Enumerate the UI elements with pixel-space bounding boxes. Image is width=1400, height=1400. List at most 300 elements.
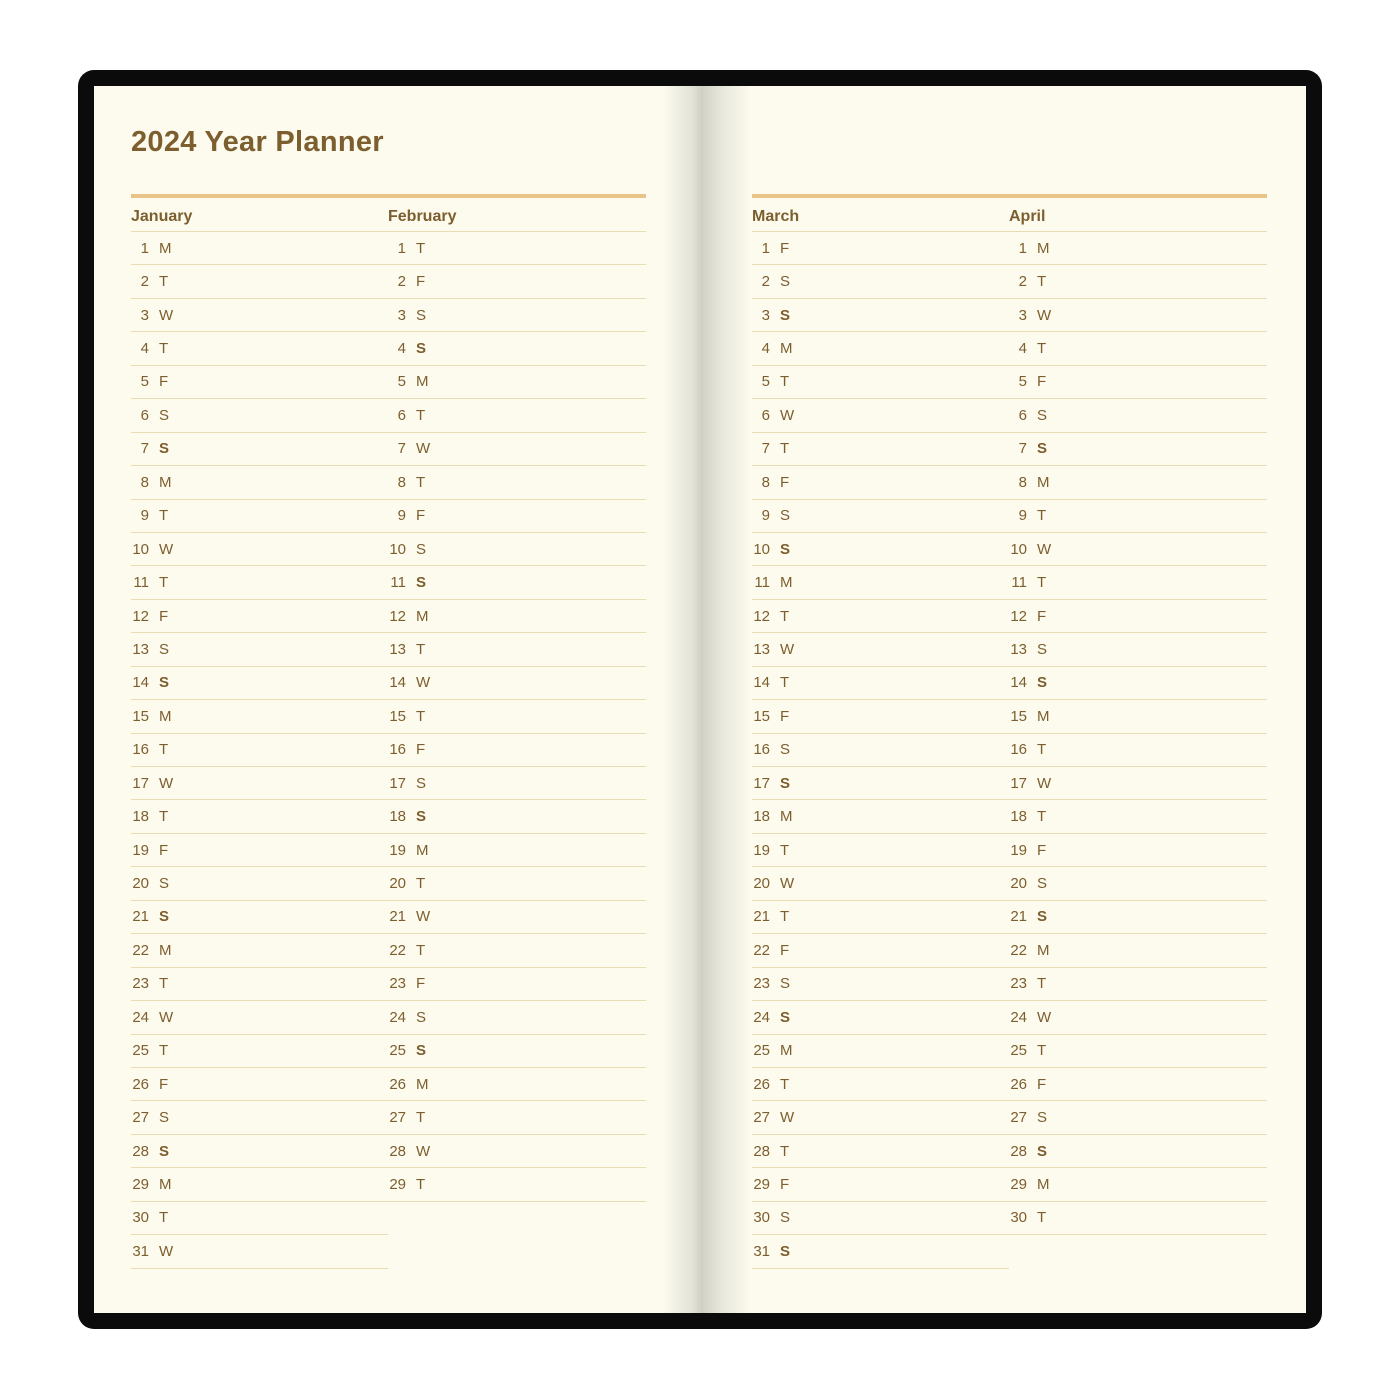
day-row: [752, 433, 1009, 466]
day-number: 16: [753, 741, 770, 759]
day-row: [752, 633, 1009, 666]
day-number: 27: [1010, 1109, 1027, 1127]
weekday-letter: W: [780, 875, 795, 893]
day-number: 5: [140, 373, 149, 391]
month-march: [752, 198, 1009, 1269]
weekday-letter: W: [159, 1242, 174, 1260]
weekday-letter: F: [780, 1175, 790, 1193]
weekday-letter: F: [159, 841, 169, 859]
day-row: [1009, 633, 1267, 666]
day-row: [1009, 265, 1267, 298]
day-row: [752, 901, 1009, 934]
weekday-letter-sunday: S: [1037, 674, 1048, 692]
day-number: 3: [140, 306, 149, 324]
month-april: [1009, 198, 1267, 1269]
day-row: [131, 734, 388, 767]
day-row: [388, 901, 646, 934]
day-number: 19: [132, 841, 149, 859]
weekday-letter: T: [416, 406, 426, 424]
day-number: 10: [132, 540, 149, 558]
weekday-letter: S: [1037, 406, 1048, 424]
day-number: 1: [761, 239, 770, 257]
day-row: [752, 332, 1009, 365]
day-number: 17: [389, 774, 406, 792]
day-row: [388, 968, 646, 1001]
weekday-letter-sunday: S: [416, 1042, 427, 1060]
day-number: 11: [754, 574, 770, 592]
day-number: 24: [753, 1008, 770, 1026]
day-number: 15: [753, 707, 770, 725]
weekday-letter: F: [780, 941, 790, 959]
weekday-letter: M: [1037, 707, 1050, 725]
day-row: [1009, 600, 1267, 633]
day-number: 5: [397, 373, 406, 391]
day-row: [752, 1035, 1009, 1068]
day-number: 25: [1010, 1042, 1027, 1060]
day-number: 8: [140, 473, 149, 491]
day-number: 13: [132, 640, 149, 658]
weekday-letter: S: [159, 406, 170, 424]
day-number: 19: [1010, 841, 1027, 859]
weekday-letter: M: [1037, 941, 1050, 959]
day-number: 4: [1018, 340, 1027, 358]
day-number: 28: [389, 1142, 406, 1160]
day-row: [1009, 667, 1267, 700]
day-number: 8: [397, 473, 406, 491]
weekday-letter: T: [416, 473, 426, 491]
day-row: [131, 332, 388, 365]
day-row: [1009, 1068, 1267, 1101]
day-row: [131, 232, 388, 265]
day-row: [1009, 366, 1267, 399]
day-row: [388, 1068, 646, 1101]
weekday-letter: T: [159, 741, 169, 759]
day-row: [1009, 934, 1267, 967]
day-row: [752, 1135, 1009, 1168]
left-page: [94, 86, 703, 1313]
weekday-letter: S: [416, 774, 427, 792]
day-row: [388, 533, 646, 566]
right-page: [703, 86, 1306, 1313]
day-number: 20: [132, 875, 149, 893]
weekday-letter-sunday: S: [1037, 1142, 1048, 1160]
day-row: [1009, 533, 1267, 566]
day-number: 12: [389, 607, 406, 625]
day-number: 6: [140, 406, 149, 424]
day-row: [752, 1202, 1009, 1235]
day-number: 23: [132, 975, 149, 993]
day-row: [388, 1001, 646, 1034]
day-number: 8: [1018, 473, 1027, 491]
day-number: 31: [753, 1242, 770, 1260]
weekday-letter: F: [780, 473, 790, 491]
month-february: [388, 198, 646, 1269]
weekday-letter: W: [416, 674, 431, 692]
day-number: 4: [397, 340, 406, 358]
weekday-letter: T: [1037, 808, 1047, 826]
day-list: [131, 232, 388, 1269]
day-number: 12: [132, 607, 149, 625]
weekday-letter: M: [159, 707, 172, 725]
weekday-letter: F: [159, 1075, 169, 1093]
weekday-letter: T: [416, 707, 426, 725]
weekday-letter: T: [780, 607, 790, 625]
weekday-letter: S: [159, 640, 170, 658]
day-row: [1009, 734, 1267, 767]
day-number: 22: [389, 941, 406, 959]
weekday-letter: T: [780, 908, 790, 926]
day-row: [388, 800, 646, 833]
day-row: [752, 1068, 1009, 1101]
day-row: [1009, 1168, 1267, 1201]
empty-row: [388, 1235, 646, 1268]
day-number: 2: [140, 273, 149, 291]
weekday-letter: T: [1037, 741, 1047, 759]
day-number: 3: [761, 306, 770, 324]
day-row: [1009, 466, 1267, 499]
day-row: [752, 867, 1009, 900]
day-number: 19: [753, 841, 770, 859]
day-row: [1009, 566, 1267, 599]
day-row: [752, 734, 1009, 767]
weekday-letter: S: [1037, 640, 1048, 658]
day-row: [388, 366, 646, 399]
weekday-letter: S: [416, 1008, 427, 1026]
weekday-letter: M: [780, 808, 793, 826]
day-number: 13: [1010, 640, 1027, 658]
weekday-letter: T: [1037, 975, 1047, 993]
day-number: 9: [761, 507, 770, 525]
day-row: [752, 1101, 1009, 1134]
day-number: 22: [132, 941, 149, 959]
day-number: 16: [132, 741, 149, 759]
day-row: [131, 399, 388, 432]
weekday-letter: M: [780, 340, 793, 358]
month-header: March: [752, 198, 1009, 232]
day-number: 29: [389, 1175, 406, 1193]
day-row: [1009, 834, 1267, 867]
day-row: [1009, 1035, 1267, 1068]
weekday-letter: S: [780, 507, 791, 525]
weekday-letter: T: [159, 273, 169, 291]
day-row: [752, 1001, 1009, 1034]
day-row: [752, 1168, 1009, 1201]
weekday-letter: T: [780, 1075, 790, 1093]
day-row: [388, 734, 646, 767]
day-number: 10: [1010, 540, 1027, 558]
weekday-letter: T: [416, 640, 426, 658]
weekday-letter: M: [416, 1075, 429, 1093]
day-number: 16: [389, 741, 406, 759]
weekday-letter: W: [416, 1142, 431, 1160]
day-number: 1: [397, 239, 406, 257]
day-number: 20: [389, 875, 406, 893]
weekday-letter: M: [159, 473, 172, 491]
day-number: 7: [140, 440, 149, 458]
weekday-letter: W: [159, 306, 174, 324]
weekday-letter: F: [416, 273, 426, 291]
day-row: [752, 700, 1009, 733]
day-number: 14: [753, 674, 770, 692]
day-number: 19: [389, 841, 406, 859]
day-row: [388, 1135, 646, 1168]
day-number: 18: [389, 808, 406, 826]
weekday-letter-sunday: S: [1037, 440, 1048, 458]
day-number: 21: [1010, 908, 1027, 926]
weekday-letter: M: [159, 941, 172, 959]
day-row: [752, 566, 1009, 599]
day-number: 23: [753, 975, 770, 993]
weekday-letter: W: [1037, 1008, 1052, 1026]
weekday-letter: W: [780, 406, 795, 424]
weekday-letter: M: [416, 607, 429, 625]
day-row: [131, 1135, 388, 1168]
day-row: [131, 1035, 388, 1068]
day-row: [131, 633, 388, 666]
day-number: 6: [761, 406, 770, 424]
day-row: [388, 633, 646, 666]
weekday-letter: T: [416, 941, 426, 959]
day-number: 9: [140, 507, 149, 525]
day-number: 4: [761, 340, 770, 358]
day-row: [388, 934, 646, 967]
day-row: [131, 1001, 388, 1034]
day-row: [1009, 1101, 1267, 1134]
day-row: [388, 566, 646, 599]
day-number: 17: [132, 774, 149, 792]
day-row: [388, 767, 646, 800]
weekday-letter: F: [416, 975, 426, 993]
day-number: 10: [389, 540, 406, 558]
day-list: [388, 232, 646, 1269]
weekday-letter-sunday: S: [780, 306, 791, 324]
day-number: 7: [761, 440, 770, 458]
weekday-letter: W: [1037, 774, 1052, 792]
day-row: [752, 934, 1009, 967]
day-number: 30: [753, 1209, 770, 1227]
weekday-letter-sunday: S: [1037, 908, 1048, 926]
day-row: [752, 265, 1009, 298]
weekday-letter: S: [159, 875, 170, 893]
day-row: [131, 299, 388, 332]
day-number: 26: [132, 1075, 149, 1093]
weekday-letter: S: [416, 540, 427, 558]
weekday-letter: T: [1037, 507, 1047, 525]
month-header: February: [388, 198, 646, 232]
day-number: 9: [397, 507, 406, 525]
month-header: April: [1009, 198, 1267, 232]
day-number: 7: [397, 440, 406, 458]
day-row: [752, 500, 1009, 533]
weekday-letter: S: [780, 975, 791, 993]
weekday-letter: M: [780, 1042, 793, 1060]
weekday-letter: T: [1037, 340, 1047, 358]
day-row: [752, 667, 1009, 700]
day-number: 14: [1010, 674, 1027, 692]
weekday-letter: S: [1037, 1109, 1048, 1127]
day-row: [752, 466, 1009, 499]
day-number: 13: [389, 640, 406, 658]
weekday-letter: T: [780, 674, 790, 692]
day-row: [131, 1168, 388, 1201]
day-row: [752, 399, 1009, 432]
day-row: [752, 1235, 1009, 1268]
day-row: [388, 1035, 646, 1068]
day-number: 9: [1018, 507, 1027, 525]
day-row: [1009, 232, 1267, 265]
day-number: 2: [761, 273, 770, 291]
day-number: 29: [753, 1175, 770, 1193]
gutter-shadow: [663, 86, 703, 1313]
day-row: [1009, 433, 1267, 466]
weekday-letter: T: [416, 1175, 426, 1193]
weekday-letter: T: [159, 340, 169, 358]
day-number: 21: [389, 908, 406, 926]
weekday-letter: F: [1037, 841, 1047, 859]
day-number: 27: [132, 1109, 149, 1127]
weekday-letter: T: [780, 1142, 790, 1160]
day-row: [388, 399, 646, 432]
weekday-letter-sunday: S: [780, 1008, 791, 1026]
day-number: 22: [1010, 941, 1027, 959]
day-row: [752, 533, 1009, 566]
day-row: [388, 600, 646, 633]
day-number: 25: [132, 1042, 149, 1060]
day-row: [1009, 867, 1267, 900]
day-row: [1009, 700, 1267, 733]
day-number: 26: [389, 1075, 406, 1093]
day-number: 28: [132, 1142, 149, 1160]
day-row: [752, 366, 1009, 399]
day-row: [1009, 399, 1267, 432]
day-row: [1009, 901, 1267, 934]
day-row: [131, 1101, 388, 1134]
weekday-letter: W: [416, 440, 431, 458]
weekday-letter: T: [159, 574, 169, 592]
gutter-shadow: [703, 86, 751, 1313]
day-row: [388, 332, 646, 365]
weekday-letter: W: [416, 908, 431, 926]
day-number: 20: [1010, 875, 1027, 893]
weekday-letter: F: [416, 741, 426, 759]
weekday-letter-sunday: S: [780, 774, 791, 792]
weekday-letter-sunday: S: [159, 674, 170, 692]
day-row: [388, 265, 646, 298]
weekday-letter: T: [159, 507, 169, 525]
day-number: 5: [1018, 373, 1027, 391]
weekday-letter: S: [159, 1109, 170, 1127]
day-number: 28: [753, 1142, 770, 1160]
day-row: [131, 466, 388, 499]
day-row: [1009, 299, 1267, 332]
day-row: [388, 1168, 646, 1201]
weekday-letter: M: [159, 239, 172, 257]
day-row: [1009, 767, 1267, 800]
day-number: 14: [132, 674, 149, 692]
day-row: [388, 834, 646, 867]
day-row: [131, 934, 388, 967]
day-row: [388, 700, 646, 733]
day-number: 8: [761, 473, 770, 491]
day-number: 4: [140, 340, 149, 358]
day-number: 7: [1018, 440, 1027, 458]
day-number: 11: [1011, 574, 1027, 592]
weekday-letter: T: [416, 875, 426, 893]
day-number: 31: [132, 1242, 149, 1260]
day-row: [752, 299, 1009, 332]
empty-row: [1009, 1235, 1267, 1268]
weekday-letter-sunday: S: [780, 540, 791, 558]
weekday-letter: T: [1037, 1042, 1047, 1060]
weekday-letter: M: [1037, 239, 1050, 257]
day-row: [131, 867, 388, 900]
day-row: [131, 265, 388, 298]
weekday-letter: S: [1037, 875, 1048, 893]
day-number: 6: [397, 406, 406, 424]
day-number: 5: [761, 373, 770, 391]
weekday-letter: W: [159, 1008, 174, 1026]
day-row: [1009, 800, 1267, 833]
day-row: [1009, 968, 1267, 1001]
weekday-letter: T: [1037, 574, 1047, 592]
weekday-letter: W: [780, 1109, 795, 1127]
day-row: [388, 232, 646, 265]
day-number: 29: [132, 1175, 149, 1193]
weekday-letter: W: [780, 640, 795, 658]
day-row: [1009, 1135, 1267, 1168]
day-row: [752, 600, 1009, 633]
weekday-letter-sunday: S: [416, 808, 427, 826]
weekday-letter-sunday: S: [159, 1142, 170, 1160]
day-row: [388, 1101, 646, 1134]
day-row: [131, 1068, 388, 1101]
weekday-letter-sunday: S: [780, 1242, 791, 1260]
day-row: [131, 700, 388, 733]
day-row: [388, 466, 646, 499]
day-row: [388, 500, 646, 533]
day-row: [131, 1235, 388, 1268]
weekday-letter-sunday: S: [159, 440, 170, 458]
day-row: [1009, 1202, 1267, 1235]
weekday-letter: S: [416, 306, 427, 324]
day-number: 14: [389, 674, 406, 692]
day-number: 3: [1018, 306, 1027, 324]
weekday-letter: F: [780, 239, 790, 257]
day-row: [1009, 500, 1267, 533]
day-number: 18: [753, 808, 770, 826]
weekday-letter: T: [1037, 273, 1047, 291]
day-number: 24: [389, 1008, 406, 1026]
weekday-letter: T: [159, 975, 169, 993]
day-row: [752, 968, 1009, 1001]
weekday-letter: F: [159, 607, 169, 625]
day-number: 25: [753, 1042, 770, 1060]
day-row: [752, 800, 1009, 833]
weekday-letter: M: [1037, 1175, 1050, 1193]
day-number: 2: [397, 273, 406, 291]
day-row: [131, 533, 388, 566]
day-number: 18: [1010, 808, 1027, 826]
day-row: [131, 366, 388, 399]
page-title: 2024 Year Planner: [131, 126, 384, 158]
day-number: 12: [753, 607, 770, 625]
month-january: [131, 198, 388, 1269]
month-block-left: [131, 194, 646, 1269]
weekday-letter: F: [1037, 1075, 1047, 1093]
day-number: 15: [132, 707, 149, 725]
day-number: 22: [753, 941, 770, 959]
day-number: 15: [389, 707, 406, 725]
